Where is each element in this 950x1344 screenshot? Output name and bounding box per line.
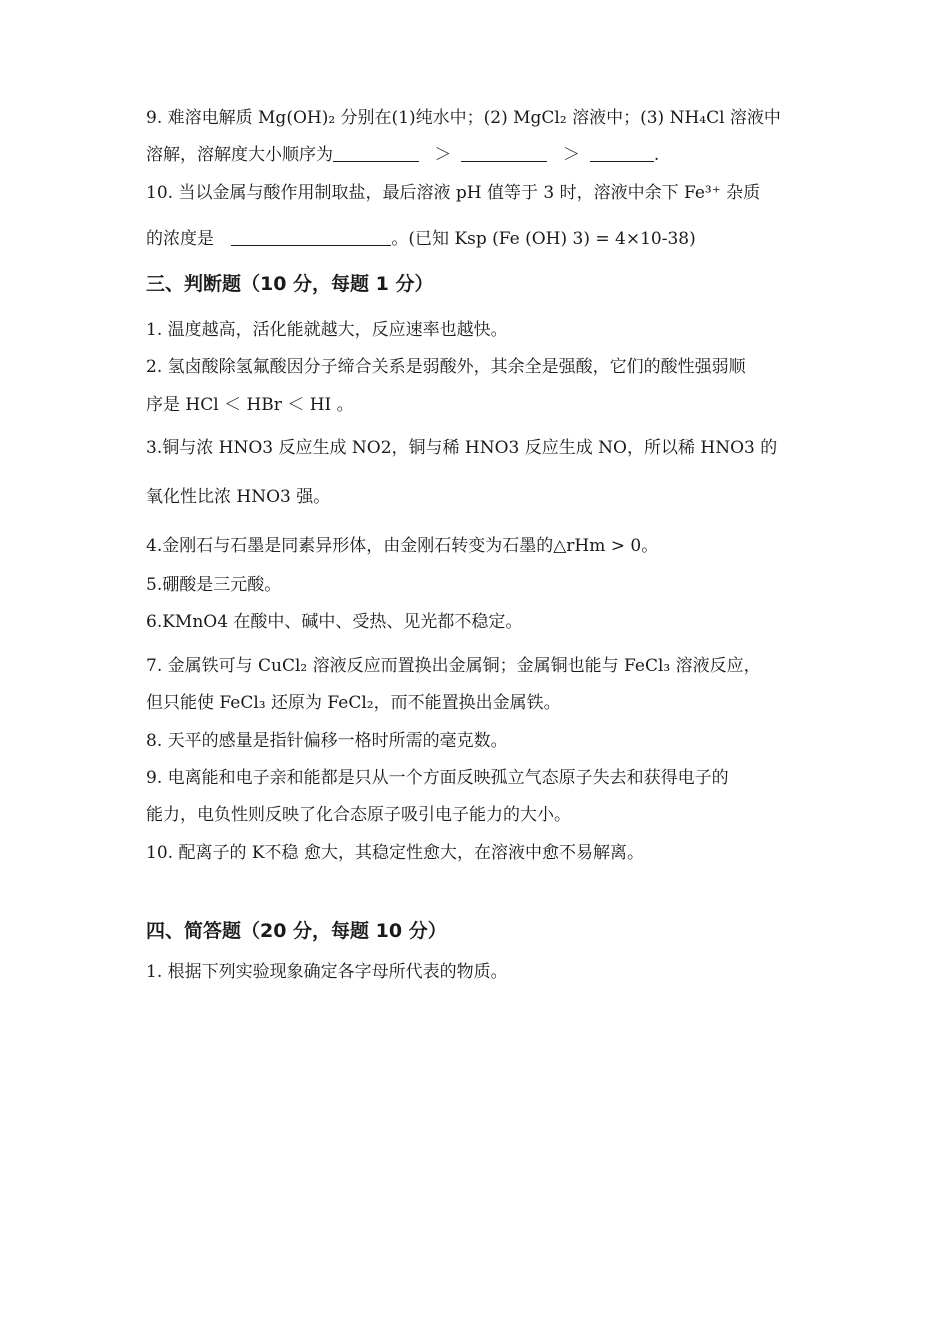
judgment-item: 2. 氢卤酸除氢氟酸因分子缔合关系是弱酸外，其余全是强酸，它们的酸性强弱顺	[146, 357, 746, 377]
q10-line-1: 10. 当以金属与酸作用制取盐，最后溶液 pH 值等于 3 时，溶液中余下 Fe³⁺ 杂质	[146, 183, 761, 203]
q10-line-2	[146, 227, 810, 251]
q9-gt-1: ＞	[434, 145, 452, 165]
judgment-item: 10. 配离子的 K不稳 愈大，其稳定性愈大，在溶液中愈不易解离。	[146, 843, 644, 863]
q9-gt-2: ＞	[562, 145, 580, 165]
judgment-item: 序是 HCl ＜ HBr ＜ HI 。	[146, 395, 354, 415]
judgment-item: 7. 金属铁可与 CuCl₂ 溶液反应而置换出金属铜；金属铜也能与 FeCl₃ 溶液反应，	[146, 656, 761, 676]
judgment-item: 1. 温度越高，活化能就越大，反应速率也越快。	[146, 320, 508, 340]
q9-line-1: 9. 难溶电解质 Mg(OH)₂ 分别在(1)纯水中；(2) MgCl₂ 溶液中；(3) NH₄Cl 溶液中	[146, 108, 781, 128]
judgment-item: 9. 电离能和电子亲和能都是只从一个方面反映孤立气态原子失去和获得电子的	[146, 768, 729, 788]
judgment-item: 8. 天平的感量是指针偏移一格时所需的毫克数。	[146, 731, 508, 751]
judgment-item: 氧化性比浓 HNO3 强。	[146, 487, 331, 507]
judgment-item: 3.铜与浓 HNO3 反应生成 NO2，铜与稀 HNO3 反应生成 NO，所以稀 HNO3 的	[146, 438, 778, 458]
q9-blank-3[interactable]	[590, 143, 654, 162]
q9-line-2	[146, 143, 810, 167]
q9-prompt: 溶解，溶解度大小顺序为	[146, 145, 333, 165]
q10-blank[interactable]	[231, 227, 391, 246]
q10-known: 。(已知 Ksp (Fe (OH) 3) = 4×10-38)	[391, 229, 696, 249]
judgment-item: 6.KMnO4 在酸中、碱中、受热、见光都不稳定。	[146, 612, 523, 632]
q9-end: .	[653, 145, 660, 165]
judgment-item: 5.硼酸是三元酸。	[146, 575, 282, 595]
judgment-item: 4.金刚石与石墨是同素异形体，由金刚石转变为石墨的△rHm > 0。	[146, 536, 659, 556]
judgment-item: 能力，电负性则反映了化合态原子吸引电子能力的大小。	[146, 805, 571, 825]
q9-blank-1[interactable]	[333, 143, 419, 162]
q9-blank-2[interactable]	[461, 143, 547, 162]
section-4-title: 四、简答题（20 分，每题 10 分）	[146, 920, 447, 942]
section-3-title: 三、判断题（10 分，每题 1 分）	[146, 273, 434, 295]
judgment-item: 但只能使 FeCl₃ 还原为 FeCl₂，而不能置换出金属铁。	[146, 693, 561, 713]
short-answer-item: 1. 根据下列实验现象确定各字母所代表的物质。	[146, 962, 508, 982]
q10-prompt: 的浓度是	[146, 229, 214, 249]
